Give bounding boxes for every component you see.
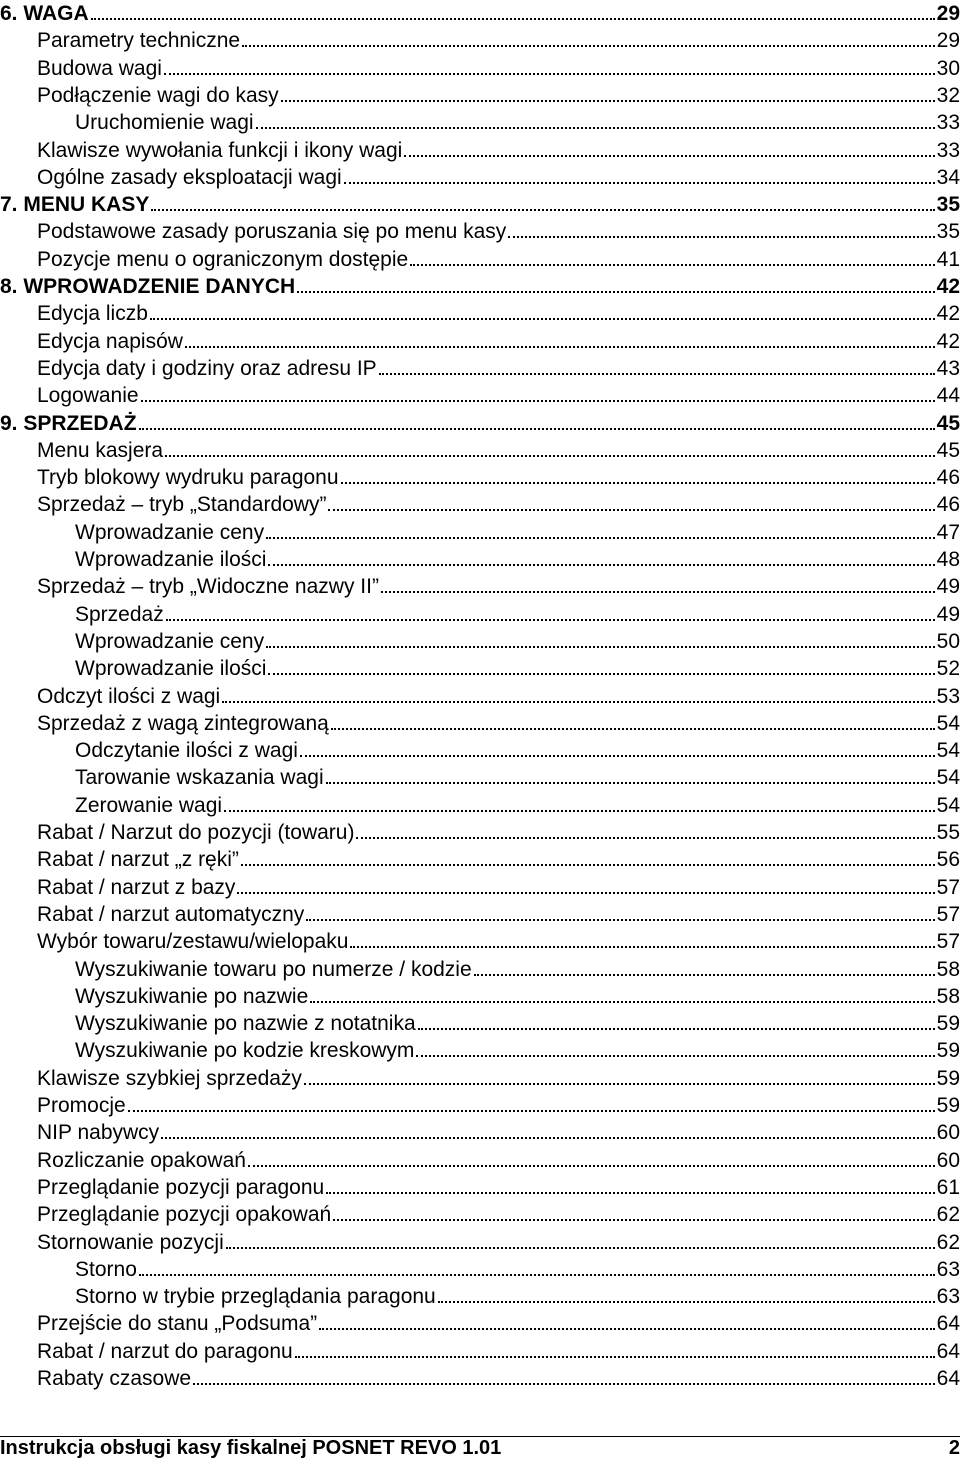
dot-leader: [404, 155, 934, 157]
toc-entry-page: 42: [936, 275, 960, 298]
toc-entry-page: 49: [936, 602, 960, 626]
toc-entry[interactable]: [0, 218, 960, 245]
toc-entry[interactable]: [0, 1092, 960, 1119]
dot-leader: [141, 400, 935, 402]
dot-leader: [224, 810, 935, 812]
toc-entry-label: NIP nabywcy: [37, 1121, 160, 1145]
toc-entry-page: 54: [936, 739, 960, 763]
dot-leader: [416, 1055, 934, 1057]
toc-entry-label: Wyszukiwanie po nazwie: [75, 984, 309, 1008]
dot-leader: [341, 482, 935, 484]
toc-entry-page: 59: [936, 1066, 960, 1090]
toc-entry-page: 45: [936, 411, 960, 435]
dot-leader: [185, 346, 935, 348]
dot-leader: [161, 1137, 934, 1139]
toc-entry-page: 63: [936, 1285, 960, 1309]
toc-entry-page: 46: [936, 493, 960, 517]
dot-leader: [344, 182, 935, 184]
dot-leader: [326, 1192, 934, 1194]
dot-leader: [164, 73, 935, 75]
toc-entry-label: Rabat / narzut z bazy: [37, 875, 236, 899]
toc-entry-page: 59: [936, 1012, 960, 1036]
toc-entry-page: 58: [936, 957, 960, 981]
toc-entry[interactable]: [0, 0, 960, 27]
dot-leader: [306, 919, 934, 921]
toc-entry-label: Edycja daty i godziny oraz adresu IP: [37, 356, 377, 380]
dot-leader: [379, 373, 935, 375]
toc-entry[interactable]: [0, 27, 960, 54]
toc-entry-page: 62: [936, 1230, 960, 1254]
dot-leader: [295, 1356, 935, 1358]
toc-entry[interactable]: [0, 491, 960, 518]
dot-leader: [326, 782, 935, 784]
dot-leader: [333, 1219, 934, 1221]
toc-entry-page: 35: [936, 220, 960, 244]
toc-entry-page: 46: [936, 466, 960, 490]
toc-entry[interactable]: [0, 683, 960, 710]
toc-entry-label: 6. WAGA: [0, 2, 89, 25]
toc-entry-page: 61: [936, 1175, 960, 1199]
toc-entry-label: Budowa wagi: [37, 56, 162, 80]
toc-entry[interactable]: [0, 1338, 960, 1365]
toc-entry-label: Wprowadzanie ilości: [75, 548, 267, 571]
dot-leader: [151, 209, 934, 211]
toc-entry-label: Rabat / narzut automatyczny: [37, 902, 305, 926]
toc-entry[interactable]: [0, 1283, 960, 1310]
toc-entry[interactable]: [0, 1365, 960, 1392]
toc-entry-label: Stornowanie pozycji: [37, 1230, 224, 1254]
toc-entry-page: 41: [936, 247, 960, 271]
toc-entry-page: 54: [936, 711, 960, 735]
dot-leader: [193, 1383, 935, 1385]
dot-leader: [237, 892, 934, 894]
toc-entry[interactable]: [0, 846, 960, 873]
toc-entry[interactable]: [0, 792, 960, 819]
dot-leader: [310, 1001, 934, 1003]
dot-leader: [297, 291, 934, 293]
toc-entry-page: 49: [936, 575, 960, 599]
dot-leader: [91, 18, 935, 20]
toc-entry-label: 9. SPRZEDAŻ: [0, 411, 137, 435]
toc-entry-label: Wybór towaru/zestawu/wielopaku: [37, 930, 349, 954]
toc-entry-label: Promocje: [37, 1094, 126, 1117]
toc-entry-label: Wyszukiwanie po kodzie kreskowym: [75, 1039, 415, 1063]
toc-entry-page: 43: [936, 356, 960, 380]
toc-entry[interactable]: [0, 328, 960, 355]
toc-entry-label: Tryb blokowy wydruku paragonu: [37, 466, 339, 490]
toc-entry-page: 60: [936, 1121, 960, 1145]
toc-entry-page: 59: [936, 1094, 960, 1117]
dot-leader: [356, 837, 934, 839]
footer-page-number: 2: [948, 1437, 960, 1459]
toc-entry-label: Wyszukiwanie towaru po numerze / kodzie: [75, 957, 472, 981]
toc-entry-label: Klawisze wywołania funkcji i ikony wagi: [37, 138, 403, 162]
toc-entry-label: Klawisze szybkiej sprzedaży: [37, 1066, 302, 1090]
toc-entry[interactable]: [0, 1201, 960, 1228]
toc-entry-label: Sprzedaż – tryb „Widoczne nazwy II”: [37, 575, 379, 599]
toc-entry-label: Parametry techniczne: [37, 29, 241, 53]
toc-entry[interactable]: [0, 191, 960, 218]
toc-entry-label: Sprzedaż – tryb „Standardowy”: [37, 493, 327, 517]
toc-entry-page: 64: [936, 1312, 960, 1336]
dot-leader: [226, 1247, 935, 1249]
toc-entry[interactable]: [0, 137, 960, 164]
toc-entry-page: 64: [936, 1367, 960, 1390]
toc-entry[interactable]: [0, 819, 960, 846]
toc-entry-page: 57: [936, 902, 960, 926]
toc-entry-label: Pozycje menu o ograniczonym dostępie: [37, 247, 409, 271]
toc-entry-label: 7. MENU KASY: [0, 193, 150, 217]
toc-entry[interactable]: [0, 1119, 960, 1146]
dot-leader: [410, 264, 934, 266]
toc-entry[interactable]: [0, 1256, 960, 1283]
toc-entry[interactable]: [0, 246, 960, 273]
toc-entry[interactable]: [0, 382, 960, 409]
toc-entry[interactable]: [0, 573, 960, 600]
toc-entry-label: Podstawowe zasady poruszania się po menu kasy: [37, 220, 507, 244]
dot-leader: [508, 236, 934, 238]
dot-leader: [268, 564, 934, 566]
dot-leader: [266, 537, 935, 539]
toc-entry[interactable]: [0, 655, 960, 682]
toc-entry-label: Rabat / Narzut do pozycji (towaru): [37, 821, 355, 844]
dot-leader: [418, 1028, 935, 1030]
toc-entry[interactable]: [0, 1037, 960, 1064]
toc-entry[interactable]: [0, 410, 960, 437]
toc-entry-page: 53: [936, 684, 960, 708]
toc-entry-label: Sprzedaż: [75, 602, 164, 626]
dot-leader: [350, 946, 934, 948]
toc-entry[interactable]: [0, 437, 960, 464]
toc-entry-label: Menu kasjera: [37, 438, 164, 462]
toc-entry-label: Storno w trybie przeglądania paragonu: [75, 1285, 436, 1309]
toc-entry-page: 64: [936, 1339, 960, 1363]
toc-entry[interactable]: [0, 55, 960, 82]
toc-entry-label: Sprzedaż z wagą zintegrowaną: [37, 711, 329, 735]
toc-entry-page: 32: [936, 83, 960, 107]
dot-leader: [166, 619, 935, 621]
dot-leader: [474, 974, 935, 976]
toc-entry-page: 58: [936, 984, 960, 1008]
dot-leader: [281, 100, 935, 102]
dot-leader: [248, 1165, 935, 1167]
dot-leader: [165, 455, 935, 457]
footer-title: Instrukcja obsługi kasy fiskalnej POSNET REVO 1.01: [0, 1437, 502, 1459]
toc-entry[interactable]: [0, 164, 960, 191]
toc-entry-page: 48: [936, 548, 960, 571]
toc-entry-page: 44: [936, 384, 960, 408]
toc-entry-label: Odczytanie ilości z wagi: [75, 739, 298, 763]
toc-entry-label: 8. WPROWADZENIE DANYCH: [0, 275, 296, 298]
toc-entry-page: 47: [936, 520, 960, 544]
toc-entry[interactable]: [0, 1010, 960, 1037]
dot-leader: [331, 728, 935, 730]
toc-entry[interactable]: [0, 710, 960, 737]
toc-entry[interactable]: [0, 1229, 960, 1256]
toc-entry-page: 35: [936, 193, 960, 217]
toc-entry[interactable]: [0, 464, 960, 491]
toc-entry-label: Przeglądanie pozycji paragonu: [37, 1175, 325, 1199]
toc-entry-page: 29: [936, 29, 960, 53]
toc-entry-label: Rozliczanie opakowań: [37, 1148, 246, 1172]
toc-entry[interactable]: [0, 737, 960, 764]
toc-entry-label: Wprowadzanie ceny: [75, 520, 265, 544]
toc-entry-label: Odczyt ilości z wagi: [37, 684, 221, 708]
toc-entry-page: 59: [936, 1039, 960, 1063]
toc-entry-label: Podłączenie wagi do kasy: [37, 83, 279, 107]
dot-leader: [241, 864, 935, 866]
dot-leader: [139, 428, 935, 430]
toc-entry[interactable]: [0, 355, 960, 382]
toc-entry[interactable]: [0, 1174, 960, 1201]
toc-entry-page: 50: [936, 629, 960, 653]
toc-entry-page: 55: [936, 821, 960, 844]
toc-entry-page: 57: [936, 875, 960, 899]
dot-leader: [150, 318, 935, 320]
toc-entry-label: Przeglądanie pozycji opakowań: [37, 1203, 332, 1227]
toc-entry[interactable]: [0, 901, 960, 928]
toc-entry-label: Storno: [75, 1257, 137, 1281]
toc-entry[interactable]: [0, 928, 960, 955]
dot-leader: [128, 1110, 935, 1112]
toc-entry-page: 52: [936, 657, 960, 681]
toc-entry[interactable]: [0, 874, 960, 901]
toc-entry-page: 29: [936, 2, 960, 25]
dot-leader: [438, 1301, 935, 1303]
toc-entry[interactable]: [0, 546, 960, 573]
toc-entry[interactable]: [0, 1147, 960, 1174]
toc-entry-page: 33: [936, 138, 960, 162]
dot-leader: [139, 1274, 935, 1276]
toc-entry-page: 63: [936, 1257, 960, 1281]
toc-entry[interactable]: [0, 300, 960, 327]
toc-entry-label: Rabat / narzut do paragonu: [37, 1339, 293, 1363]
dot-leader: [266, 646, 935, 648]
toc-entry[interactable]: [0, 628, 960, 655]
toc-entry[interactable]: [0, 82, 960, 109]
toc-entry[interactable]: [0, 764, 960, 791]
toc-entry[interactable]: [0, 519, 960, 546]
toc-entry-label: Rabaty czasowe: [37, 1367, 192, 1390]
toc-entry-page: 42: [936, 302, 960, 326]
toc-entry[interactable]: [0, 601, 960, 628]
dot-leader: [319, 1328, 935, 1330]
toc-entry-page: 30: [936, 56, 960, 80]
toc-entry[interactable]: [0, 956, 960, 983]
toc-entry[interactable]: [0, 1065, 960, 1092]
toc-entry-label: Ogólne zasady eksploatacji wagi: [37, 165, 342, 189]
toc-entry-page: 62: [936, 1203, 960, 1227]
toc-entry-page: 54: [936, 766, 960, 790]
dot-leader: [300, 755, 935, 757]
toc-entry-page: 45: [936, 438, 960, 462]
dot-leader: [381, 591, 935, 593]
toc-entry-page: 56: [936, 848, 960, 872]
toc-entry-label: Edycja napisów: [37, 329, 183, 353]
toc-entry-page: 34: [936, 165, 960, 189]
toc-entry-label: Edycja liczb: [37, 302, 148, 326]
toc-entry-label: Przejście do stanu „Podsuma”: [37, 1312, 318, 1336]
toc-entry[interactable]: [0, 109, 960, 136]
toc-entry[interactable]: [0, 1310, 960, 1337]
dot-leader: [256, 127, 935, 129]
toc-entry-page: 33: [936, 111, 960, 135]
toc-entry-page: 42: [936, 329, 960, 353]
toc-entry-label: Logowanie: [37, 384, 139, 408]
toc-entry-label: Wyszukiwanie po nazwie z notatnika: [75, 1012, 416, 1036]
toc-entry-label: Zerowanie wagi: [75, 793, 223, 817]
toc-entry-page: 57: [936, 930, 960, 954]
toc-entry-label: Wprowadzanie ilości: [75, 657, 267, 681]
toc-entry-label: Uruchomienie wagi: [75, 111, 254, 135]
toc-entry-label: Rabat / narzut „z ręki”: [37, 848, 239, 872]
dot-leader: [304, 1083, 935, 1085]
toc-entry[interactable]: [0, 273, 960, 300]
dot-leader: [328, 509, 934, 511]
toc-entry[interactable]: [0, 983, 960, 1010]
toc-entry-page: 54: [936, 793, 960, 817]
toc-entry-label: Tarowanie wskazania wagi: [75, 766, 324, 790]
dot-leader: [268, 673, 934, 675]
page-footer: [0, 1436, 960, 1459]
dot-leader: [222, 701, 934, 703]
toc-entry-label: Wprowadzanie ceny: [75, 629, 265, 653]
dot-leader: [242, 45, 935, 47]
toc-entry-page: 60: [936, 1148, 960, 1172]
